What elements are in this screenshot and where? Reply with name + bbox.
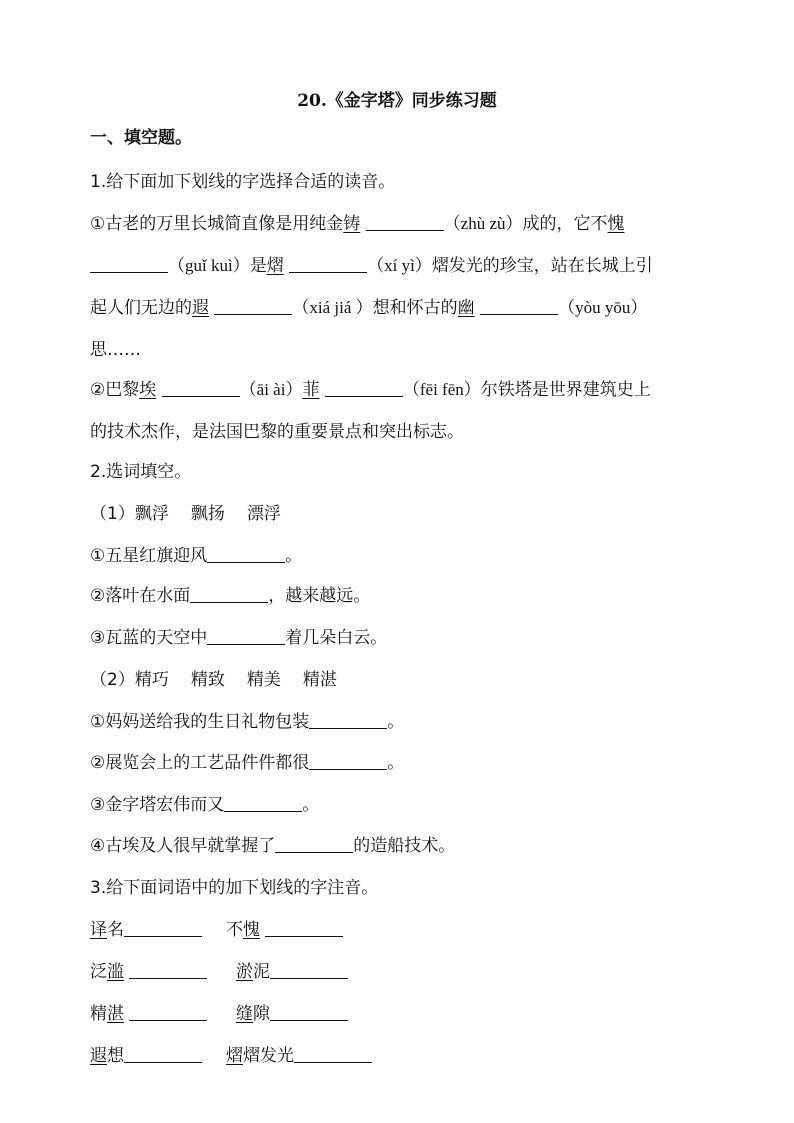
answer-blank[interactable] — [124, 918, 202, 937]
answer-blank[interactable] — [207, 544, 285, 563]
pinyin-options: （xí yì） — [367, 256, 432, 275]
question-3-prompt: 3.给下面词语中的加下划线的字注音。 — [90, 878, 379, 898]
answer-blank[interactable] — [366, 212, 444, 231]
pinyin-options: （zhù zù） — [443, 214, 523, 233]
q2-g2-item: ②展览会上的工艺品件件都很 。 — [90, 753, 405, 773]
question-1-prompt: 1.给下面加下划线的字选择合适的读音。 — [90, 172, 396, 192]
pinyin-options: （guǐ kuì） — [168, 256, 250, 275]
word-option: 精美 — [246, 670, 281, 690]
answer-blank[interactable] — [129, 1002, 207, 1021]
underlined-char: 铸 — [343, 214, 361, 234]
q2-group1-options: （1）飘浮 飘扬 漂浮 — [90, 504, 281, 524]
question-2-prompt: 2.选词填空。 — [90, 462, 192, 482]
q3-word: 缝隙 — [236, 1002, 348, 1026]
underlined-char: 缝 — [236, 1004, 253, 1024]
answer-blank[interactable] — [275, 834, 353, 853]
q3-word: 泛滥 — [90, 960, 207, 984]
answer-blank[interactable] — [325, 378, 403, 397]
q3-word: 熠熠发光 — [226, 1044, 372, 1068]
q2-g1-item: ③瓦蓝的天空中 着几朵白云。 — [90, 628, 388, 648]
q2-group2-options: （2）精巧 精致 精美 精湛 — [90, 670, 337, 690]
pinyin-options: （fēi fēn） — [402, 380, 481, 399]
underlined-char: 幽 — [457, 298, 475, 318]
answer-blank[interactable] — [124, 1044, 202, 1063]
answer-blank[interactable] — [289, 254, 367, 273]
q1-p1-line3: 起人们无边的遐 （xiá jiá ）想和怀古的幽 （yòu yōu） — [90, 298, 648, 318]
word-option: 精湛 — [302, 670, 337, 690]
answer-blank[interactable] — [294, 1044, 372, 1063]
q3-word: 译名 — [90, 918, 202, 942]
q3-word: 不愧 — [226, 918, 343, 942]
q1-p1-line2: （guǐ kuì）是熠 （xí yì）熠发光的珍宝，站在长城上引 — [90, 254, 653, 278]
answer-blank[interactable] — [207, 626, 285, 645]
answer-blank[interactable] — [224, 793, 302, 812]
answer-blank[interactable] — [129, 960, 207, 979]
word-option: 漂浮 — [246, 504, 281, 524]
q1-p2-line2: 的技术杰作，是法国巴黎的重要景点和突出标志。 — [90, 422, 464, 442]
answer-blank[interactable] — [309, 751, 387, 770]
answer-blank[interactable] — [270, 1002, 348, 1021]
underlined-char: 熠 — [266, 256, 284, 276]
page-title: 20.《金字塔》同步练习题 — [297, 91, 497, 111]
word-option: 精巧 — [134, 670, 169, 690]
underlined-char: 译 — [90, 920, 107, 940]
item-number: ② — [90, 380, 106, 400]
pinyin-options: （yòu yōu） — [558, 298, 648, 317]
q1-p1-line1: ①古老的万里长城简直像是用纯金铸 （zhù zù）成的，它不愧 — [90, 214, 625, 234]
underlined-char: 滥 — [107, 962, 124, 982]
q2-g1-item: ②落叶在水面 ，越来越远。 — [90, 586, 371, 606]
answer-blank[interactable] — [480, 296, 558, 315]
answer-blank[interactable] — [190, 584, 268, 603]
answer-blank[interactable] — [265, 918, 343, 937]
answer-blank[interactable] — [309, 710, 387, 729]
answer-blank[interactable] — [90, 254, 168, 273]
q2-g2-item: ④古埃及人很早就掌握了 的造船技术。 — [90, 836, 456, 856]
section-heading: 一、填空题。 — [90, 128, 192, 148]
answer-blank[interactable] — [162, 378, 240, 397]
underlined-char: 愧 — [243, 920, 260, 940]
underlined-char: 愧 — [607, 214, 625, 234]
underlined-char: 菲 — [302, 380, 320, 400]
item-number: ① — [90, 214, 106, 234]
q1-p2-line1: ②巴黎埃 （āi ài）菲 （fēi fēn）尔铁塔是世界建筑史上 — [90, 380, 651, 400]
q2-g1-item: ①五星红旗迎风 。 — [90, 546, 303, 566]
pinyin-options: （āi ài） — [239, 380, 303, 399]
answer-blank[interactable] — [270, 960, 348, 979]
q3-word: 精湛 — [90, 1002, 207, 1026]
q3-word: 淤泥 — [236, 960, 348, 984]
underlined-char: 淤 — [236, 962, 253, 982]
underlined-char: 埃 — [139, 380, 157, 400]
answer-blank[interactable] — [214, 296, 292, 315]
q3-word: 遐想 — [90, 1044, 202, 1068]
q2-g2-item: ③金字塔宏伟而又 。 — [90, 795, 320, 815]
word-option: 精致 — [190, 670, 225, 690]
pinyin-options: （xiá jiá ） — [292, 298, 373, 317]
word-option: 飘浮 — [134, 504, 169, 524]
underlined-char: 熠 — [226, 1046, 243, 1066]
underlined-char: 遐 — [192, 298, 209, 318]
q1-p1-line4: 思…… — [90, 340, 141, 360]
underlined-char: 湛 — [107, 1004, 124, 1024]
underlined-char: 遐 — [90, 1046, 107, 1066]
word-option: 飘扬 — [190, 504, 225, 524]
q2-g2-item: ①妈妈送给我的生日礼物包装 。 — [90, 712, 405, 732]
